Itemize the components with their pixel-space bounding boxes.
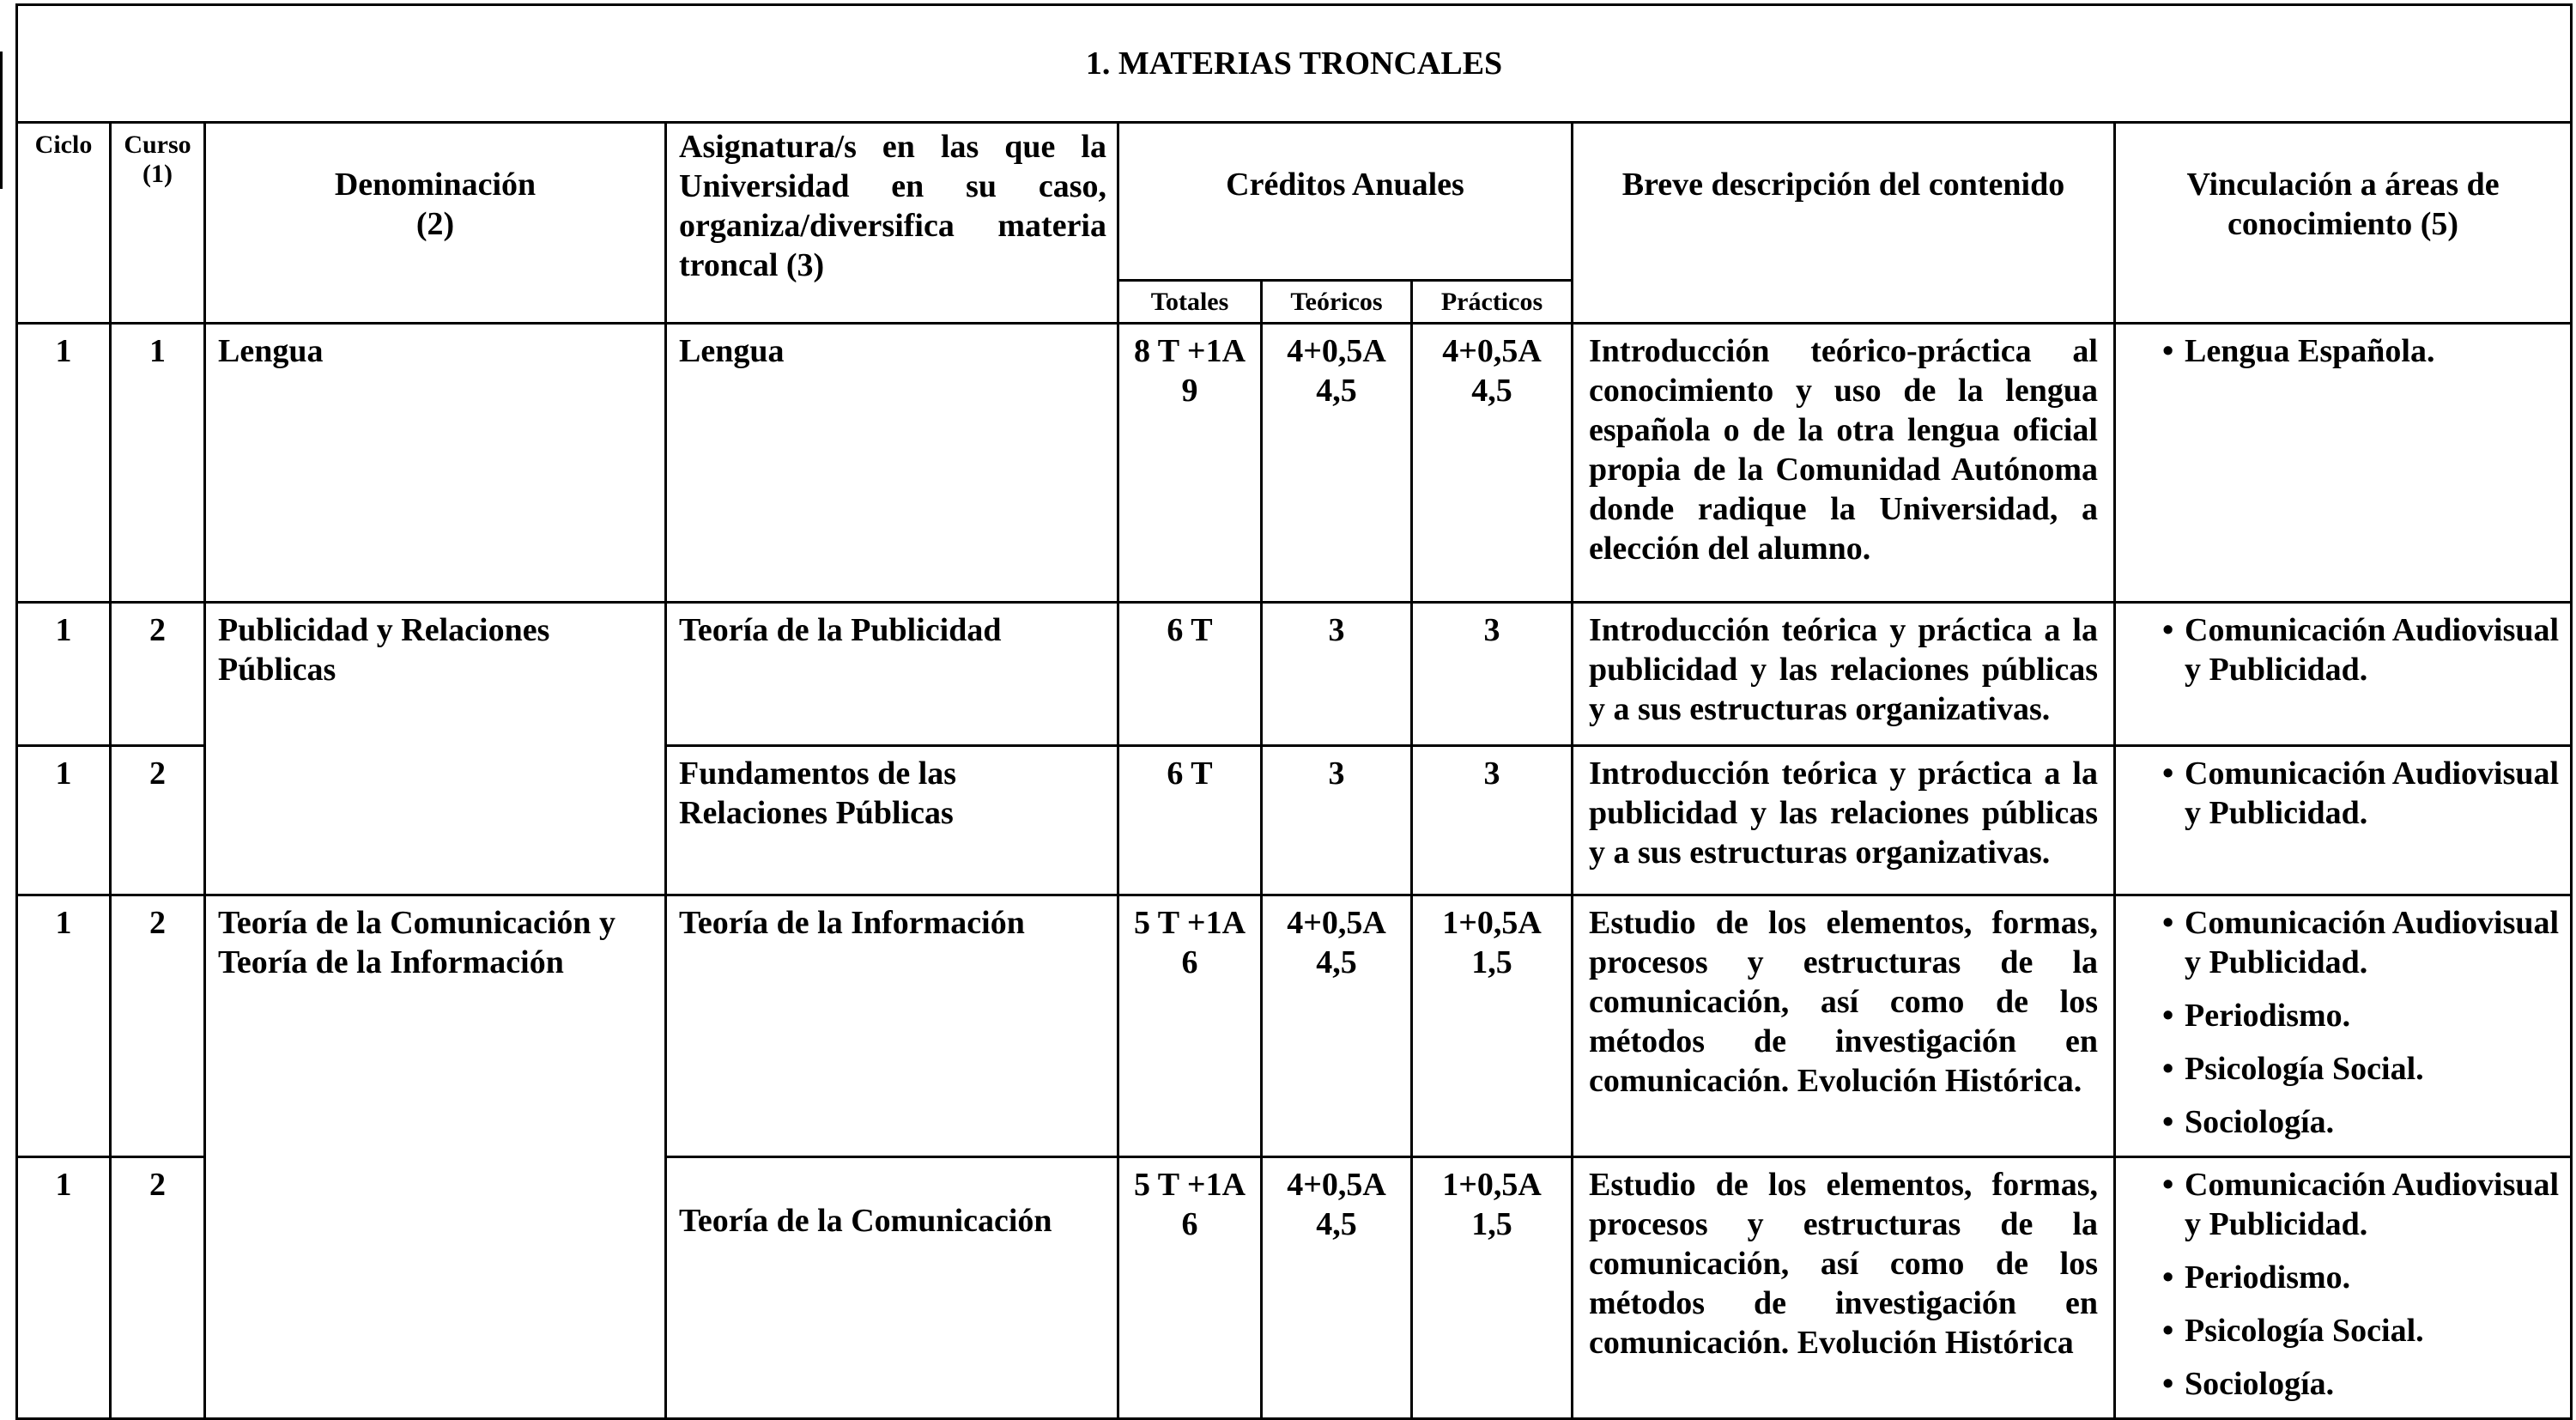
- area-item: • Comunicación Audiovisual y Publicidad.: [2159, 903, 2561, 982]
- cell-ciclo: 1: [17, 895, 111, 1157]
- cell-ciclo: 1: [17, 324, 111, 603]
- area-item: • Comunicación Audiovisual y Publicidad.: [2159, 754, 2561, 833]
- practicos-line: 1,5: [1471, 1206, 1512, 1242]
- area-item: • Comunicación Audiovisual y Publicidad.: [2159, 1165, 2561, 1244]
- header-ciclo: [17, 123, 111, 324]
- practicos-line: 1+0,5A: [1442, 1167, 1542, 1203]
- practicos-line: 4+0,5A: [1442, 333, 1542, 369]
- cell-ciclo: 1: [17, 1157, 111, 1419]
- totales-line: 5 T +1A: [1133, 1167, 1246, 1203]
- cell-areas: [2115, 603, 2572, 746]
- cell-curso: 1: [111, 324, 205, 603]
- cell-areas: [2115, 895, 2572, 1157]
- cell-curso: 2: [111, 1157, 205, 1419]
- areas-list: [2124, 331, 2561, 371]
- header-practicos: Prácticos: [1412, 281, 1573, 324]
- table-title: 1. MATERIAS TRONCALES: [17, 5, 2572, 123]
- cell-denominacion: Teoría de la Comunicación y Teoría de la Información: [205, 895, 666, 1419]
- cell-totales: [1118, 895, 1262, 1157]
- cell-descripcion: Estudio de los elementos, formas, procesos y estructuras de la comunicación, así como de los métodos de investigación en comunicación. Evolución Histórica: [1573, 1157, 2115, 1419]
- cell-asignatura: Fundamentos de las Relaciones Públicas: [666, 746, 1118, 895]
- cell-totales: [1118, 324, 1262, 603]
- area-item: • Sociología.: [2159, 1102, 2561, 1142]
- cell-curso: 2: [111, 895, 205, 1157]
- header-denominacion-label: Denominación: [334, 167, 536, 203]
- cell-teoricos: 3: [1262, 603, 1412, 746]
- cell-practicos: [1412, 324, 1573, 603]
- page-edge-mark: [0, 52, 3, 189]
- cell-descripcion: Introducción teórico-práctica al conocimiento y uso de la lengua española o de la otra lengua oficial propia de la Comunidad Autónoma donde radique la Universidad, a elección del alumno.: [1573, 324, 2115, 603]
- cell-practicos: [1412, 1157, 1573, 1419]
- cell-areas: [2115, 324, 2572, 603]
- table-row: [17, 603, 2572, 746]
- totales-line: 5 T +1A: [1133, 905, 1246, 941]
- cell-totales: 6 T: [1118, 746, 1262, 895]
- areas-list: [2124, 903, 2561, 1142]
- cell-denominacion: Publicidad y Relaciones Públicas: [205, 603, 666, 895]
- totales-line: 6: [1181, 944, 1198, 980]
- header-denominacion: [205, 123, 666, 324]
- totales-line: 8 T +1A: [1133, 333, 1246, 369]
- header-asignatura: Asignatura/s en las que la Universidad en su caso, organiza/diversifica materia troncal (3): [666, 123, 1118, 324]
- cell-totales: [1118, 1157, 1262, 1419]
- cell-asignatura: Teoría de la Publicidad: [666, 603, 1118, 746]
- practicos-line: 1+0,5A: [1442, 905, 1542, 941]
- cell-ciclo: 1: [17, 603, 111, 746]
- cell-areas: [2115, 746, 2572, 895]
- cell-practicos: 3: [1412, 603, 1573, 746]
- header-curso-note: (1): [142, 160, 173, 188]
- areas-list: [2124, 610, 2561, 689]
- header-totales: Totales: [1118, 281, 1262, 324]
- header-vinculacion: Vinculación a áreas de conocimiento (5): [2115, 123, 2572, 324]
- header-creditos: Créditos Anuales: [1118, 123, 1573, 281]
- cell-asignatura: Teoría de la Comunicación: [666, 1157, 1118, 1419]
- cell-practicos: [1412, 895, 1573, 1157]
- cell-denominacion: Lengua: [205, 324, 666, 603]
- area-item: • Periodismo.: [2159, 996, 2561, 1035]
- cell-totales: 6 T: [1118, 603, 1262, 746]
- header-ciclo-label: Ciclo: [34, 130, 93, 159]
- area-item: • Comunicación Audiovisual y Publicidad.: [2159, 610, 2561, 689]
- cell-curso: 2: [111, 603, 205, 746]
- areas-list: [2124, 1165, 2561, 1404]
- cell-descripcion: Estudio de los elementos, formas, procesos y estructuras de la comunicación, así como de los métodos de investigación en comunicación. Evolución Histórica.: [1573, 895, 2115, 1157]
- teoricos-line: 4,5: [1316, 373, 1357, 409]
- practicos-line: 1,5: [1471, 944, 1512, 980]
- practicos-line: 4,5: [1471, 373, 1512, 409]
- cell-teoricos: 3: [1262, 746, 1412, 895]
- teoricos-line: 4+0,5A: [1287, 905, 1386, 941]
- header-descripcion: Breve descripción del contenido: [1573, 123, 2115, 324]
- totales-line: 9: [1181, 373, 1198, 409]
- header-denominacion-note: (2): [415, 206, 455, 242]
- area-item: • Lengua Española.: [2159, 331, 2561, 371]
- header-curso: [111, 123, 205, 324]
- area-item: • Psicología Social.: [2159, 1049, 2561, 1089]
- header-teoricos: Teóricos: [1262, 281, 1412, 324]
- cell-teoricos: [1262, 1157, 1412, 1419]
- teoricos-line: 4,5: [1316, 1206, 1357, 1242]
- area-item: • Sociología.: [2159, 1364, 2561, 1404]
- cell-teoricos: [1262, 324, 1412, 603]
- table-row: [17, 895, 2572, 1157]
- areas-list: [2124, 754, 2561, 833]
- cell-ciclo: 1: [17, 746, 111, 895]
- header-curso-label: Curso: [124, 130, 191, 159]
- materias-troncales-table: [15, 3, 2573, 1420]
- cell-asignatura: Teoría de la Información: [666, 895, 1118, 1157]
- teoricos-line: 4+0,5A: [1287, 333, 1386, 369]
- cell-areas: [2115, 1157, 2572, 1419]
- cell-practicos: 3: [1412, 746, 1573, 895]
- cell-curso: 2: [111, 746, 205, 895]
- cell-asignatura: Lengua: [666, 324, 1118, 603]
- cell-teoricos: [1262, 895, 1412, 1157]
- area-item: • Psicología Social.: [2159, 1311, 2561, 1350]
- teoricos-line: 4+0,5A: [1287, 1167, 1386, 1203]
- cell-descripcion: Introducción teórica y práctica a la publicidad y las relaciones públicas y a sus estructuras organizativas.: [1573, 603, 2115, 746]
- cell-descripcion: Introducción teórica y práctica a la publicidad y las relaciones públicas y a sus estructuras organizativas.: [1573, 746, 2115, 895]
- table-row: [17, 324, 2572, 603]
- teoricos-line: 4,5: [1316, 944, 1357, 980]
- area-item: • Periodismo.: [2159, 1258, 2561, 1297]
- totales-line: 6: [1181, 1206, 1198, 1242]
